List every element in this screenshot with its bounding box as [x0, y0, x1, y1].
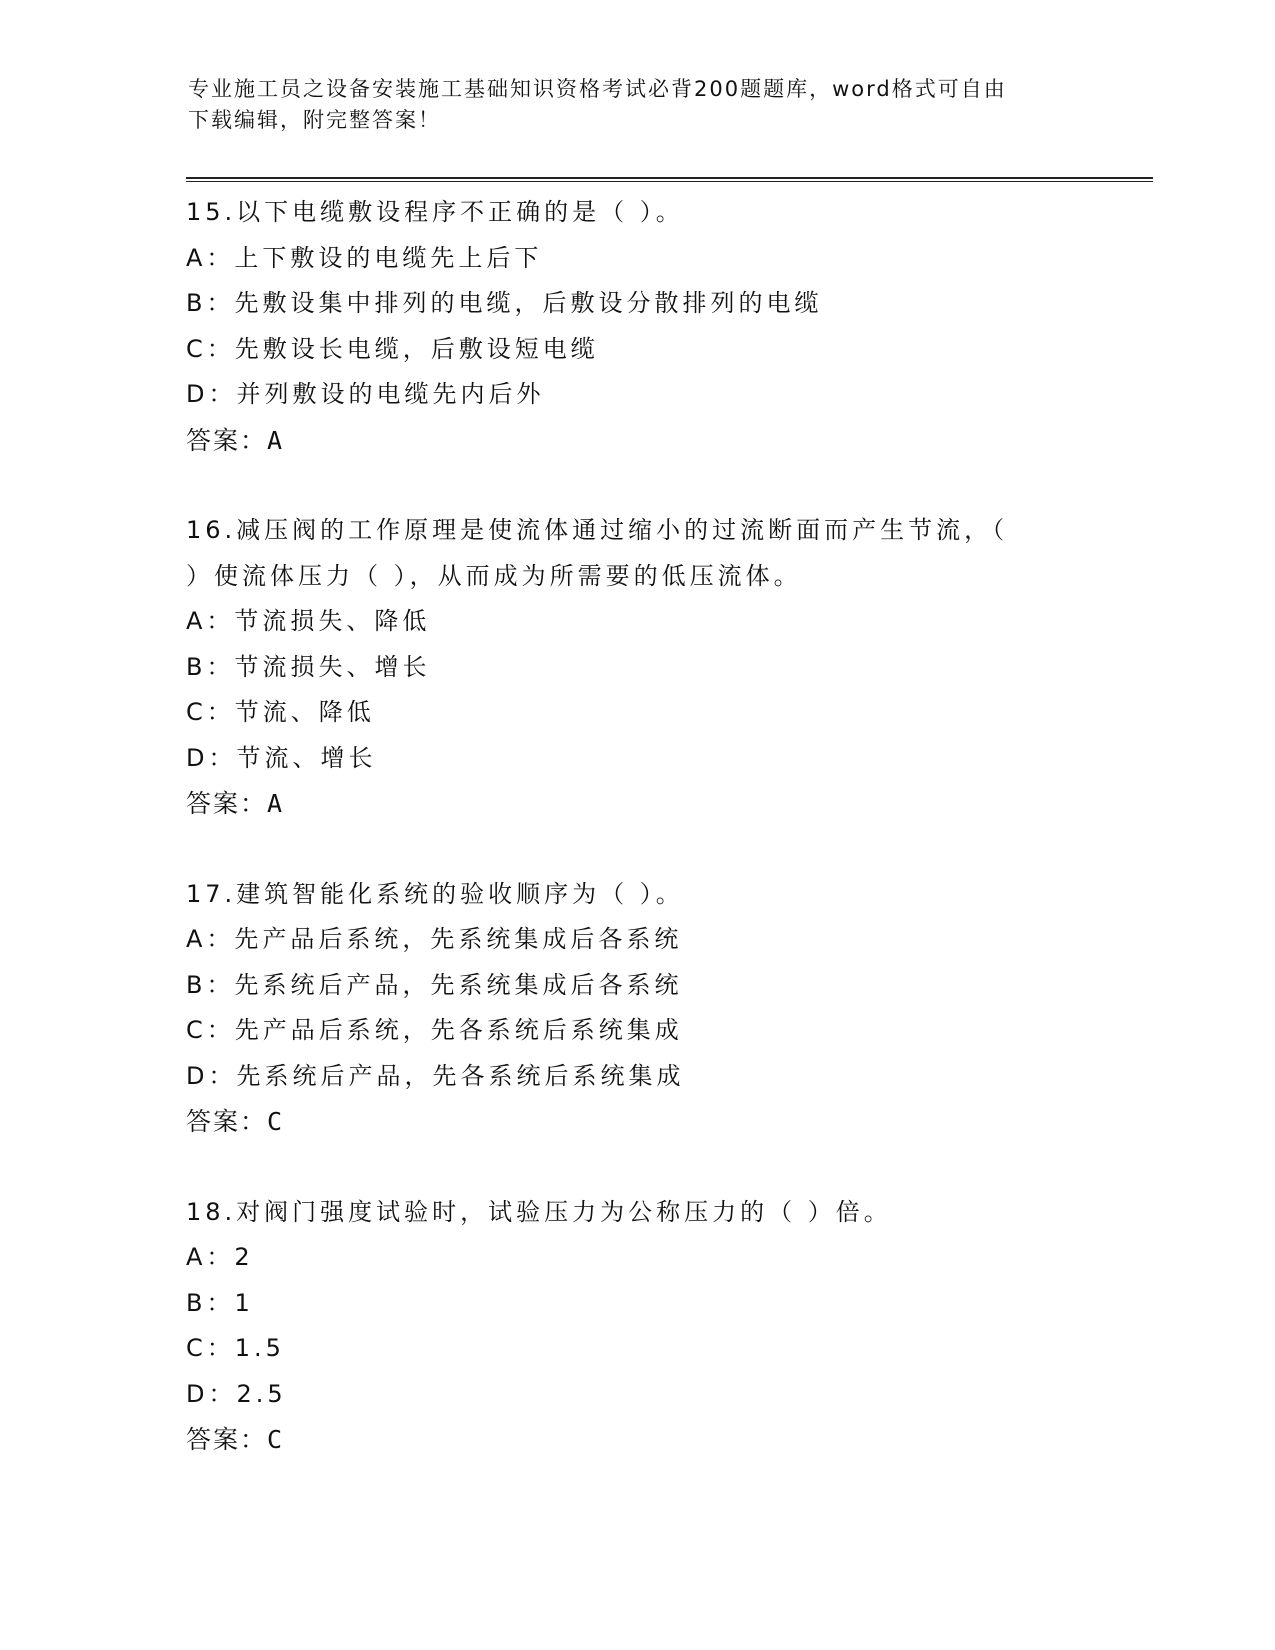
question-16	[186, 508, 1106, 827]
option-d: D：2.5	[186, 1379, 287, 1408]
document-header	[188, 74, 1088, 136]
option-b: B：先敷设集中排列的电缆，后敷设分散排列的电缆	[186, 289, 823, 317]
header-rule-thin	[186, 181, 1153, 182]
question-17	[186, 872, 1106, 1145]
question-stem: 16.减压阀的工作原理是使流体通过缩小的过流断面而产生节流，（	[186, 516, 1009, 544]
option-a: A：上下敷设的电缆先上后下	[186, 243, 543, 272]
answer	[186, 418, 1106, 464]
question-list	[186, 190, 1106, 1508]
answer-value: C	[267, 1425, 285, 1454]
option-b: B：1	[186, 1288, 254, 1317]
question-stem-continued: ）使流体压力（ ），从而成为所需要的低压流体。	[186, 561, 802, 590]
answer-label: 答案：	[186, 1425, 268, 1454]
option-a: A：2	[186, 1243, 254, 1271]
answer-label: 答案：	[186, 789, 268, 818]
answer	[186, 1099, 1106, 1145]
header-rule-thick	[186, 177, 1153, 179]
answer	[186, 781, 1106, 827]
question-stem: 15.以下电缆敷设程序不正确的是（ ）。	[186, 198, 684, 226]
option-a: A：先产品后系统，先系统集成后各系统	[186, 925, 683, 953]
question-stem: 17.建筑智能化系统的验收顺序为（ ）。	[186, 879, 684, 908]
question-15	[186, 190, 1106, 463]
answer-value: A	[267, 425, 285, 455]
header-line-1: 专业施工员之设备安装施工基础知识资格考试必背200题题库，word格式可自由	[188, 77, 1007, 101]
answer-label: 答案：	[186, 1107, 268, 1136]
option-b: B：先系统后产品，先系统集成后各系统	[186, 970, 683, 999]
question-stem: 18.对阀门强度试验时，试验压力为公称压力的（ ）倍。	[186, 1197, 892, 1226]
option-c: C：节流、降低	[186, 698, 375, 726]
header-line-2: 下载编辑，附完整答案！	[188, 108, 441, 132]
option-c: C：1.5	[186, 1334, 285, 1362]
option-a: A：节流损失、降低	[186, 607, 431, 635]
option-d: D：并列敷设的电缆先内后外	[186, 380, 545, 408]
option-d: D：先系统后产品，先各系统后系统集成	[186, 1061, 685, 1090]
answer-value: A	[267, 789, 285, 818]
answer-value: C	[267, 1107, 285, 1136]
option-c: C：先敷设长电缆，后敷设短电缆	[186, 334, 599, 363]
answer	[186, 1417, 1106, 1463]
option-d: D：节流、增长	[186, 743, 377, 772]
option-c: C：先产品后系统，先各系统后系统集成	[186, 1016, 683, 1044]
option-b: B：节流损失、增长	[186, 652, 431, 681]
answer-label: 答案：	[186, 425, 268, 455]
question-18	[186, 1190, 1106, 1463]
